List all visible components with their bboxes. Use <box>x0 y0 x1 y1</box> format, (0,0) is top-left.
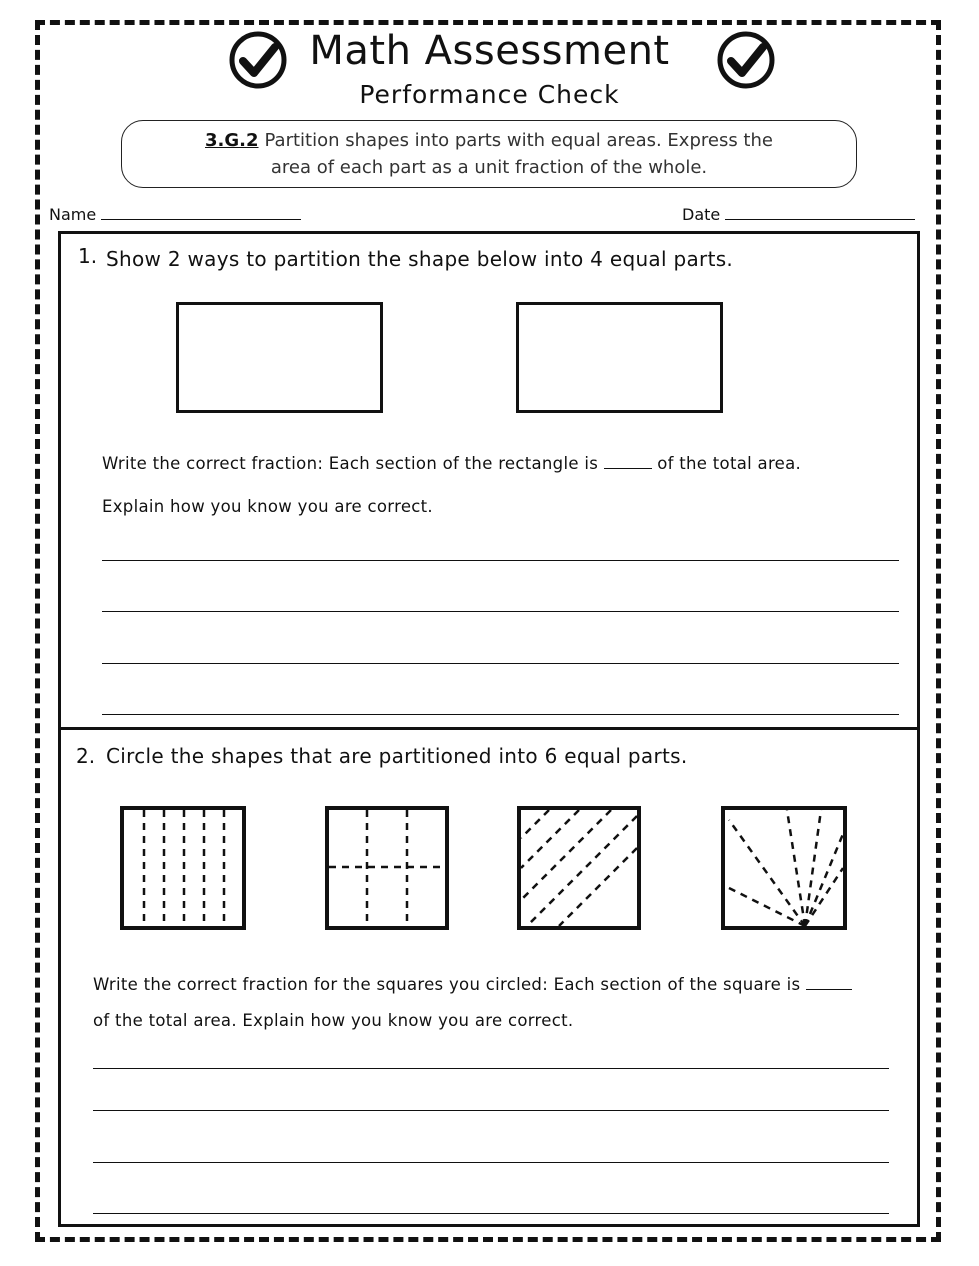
page-title: Math Assessment <box>309 28 670 74</box>
question1-explain: Explain how you know you are correct. <box>102 497 433 516</box>
date-label: Date <box>682 205 721 224</box>
question2-fraction-text: Write the correct fraction for the squares you circled: Each section of the square is <box>93 975 801 994</box>
date-line[interactable] <box>725 205 915 220</box>
standard-box <box>121 120 857 188</box>
question2-fraction-blank[interactable] <box>806 975 852 990</box>
square-vertical-strips[interactable] <box>120 806 246 930</box>
answer-line[interactable] <box>102 560 899 561</box>
answer-line[interactable] <box>102 611 899 612</box>
question2-fraction-line2: of the total area. Explain how you know you are correct. <box>93 1011 574 1030</box>
answer-line[interactable] <box>93 1110 889 1111</box>
question1-fraction-before: Write the correct fraction: Each section of the rectangle is <box>102 454 599 473</box>
rectangle-2[interactable] <box>516 302 723 413</box>
name-label: Name <box>49 205 97 224</box>
square-fan[interactable] <box>721 806 847 930</box>
standard-code: 3.G.2 <box>205 130 259 151</box>
date-field[interactable] <box>682 205 915 224</box>
name-line[interactable] <box>101 205 301 220</box>
answer-line[interactable] <box>93 1213 889 1214</box>
name-field[interactable] <box>49 205 301 224</box>
answer-line[interactable] <box>93 1162 889 1163</box>
page-subtitle: Performance Check <box>359 80 620 109</box>
answer-line[interactable] <box>102 714 899 715</box>
answer-line[interactable] <box>102 663 899 664</box>
question2-number: 2. <box>76 744 96 768</box>
question1-fraction-after: of the total area. <box>657 454 802 473</box>
question2-prompt: Circle the shapes that are partitioned into 6 equal parts. <box>106 744 688 768</box>
question1-fraction-line <box>102 454 801 473</box>
standard-text-line2: area of each part as a unit fraction of the whole. <box>270 157 708 178</box>
standard-text-line1: Partition shapes into parts with equal areas. Express the <box>264 130 773 151</box>
question1-fraction-blank[interactable] <box>604 454 652 469</box>
square-diagonal-strips[interactable] <box>517 806 641 930</box>
question1-number: 1. <box>78 244 98 268</box>
answer-line[interactable] <box>93 1068 889 1069</box>
rectangle-1[interactable] <box>176 302 383 413</box>
question2-fraction-line1 <box>93 975 852 994</box>
question1-prompt: Show 2 ways to partition the shape below into 4 equal parts. <box>106 247 734 271</box>
square-grid[interactable] <box>325 806 449 930</box>
